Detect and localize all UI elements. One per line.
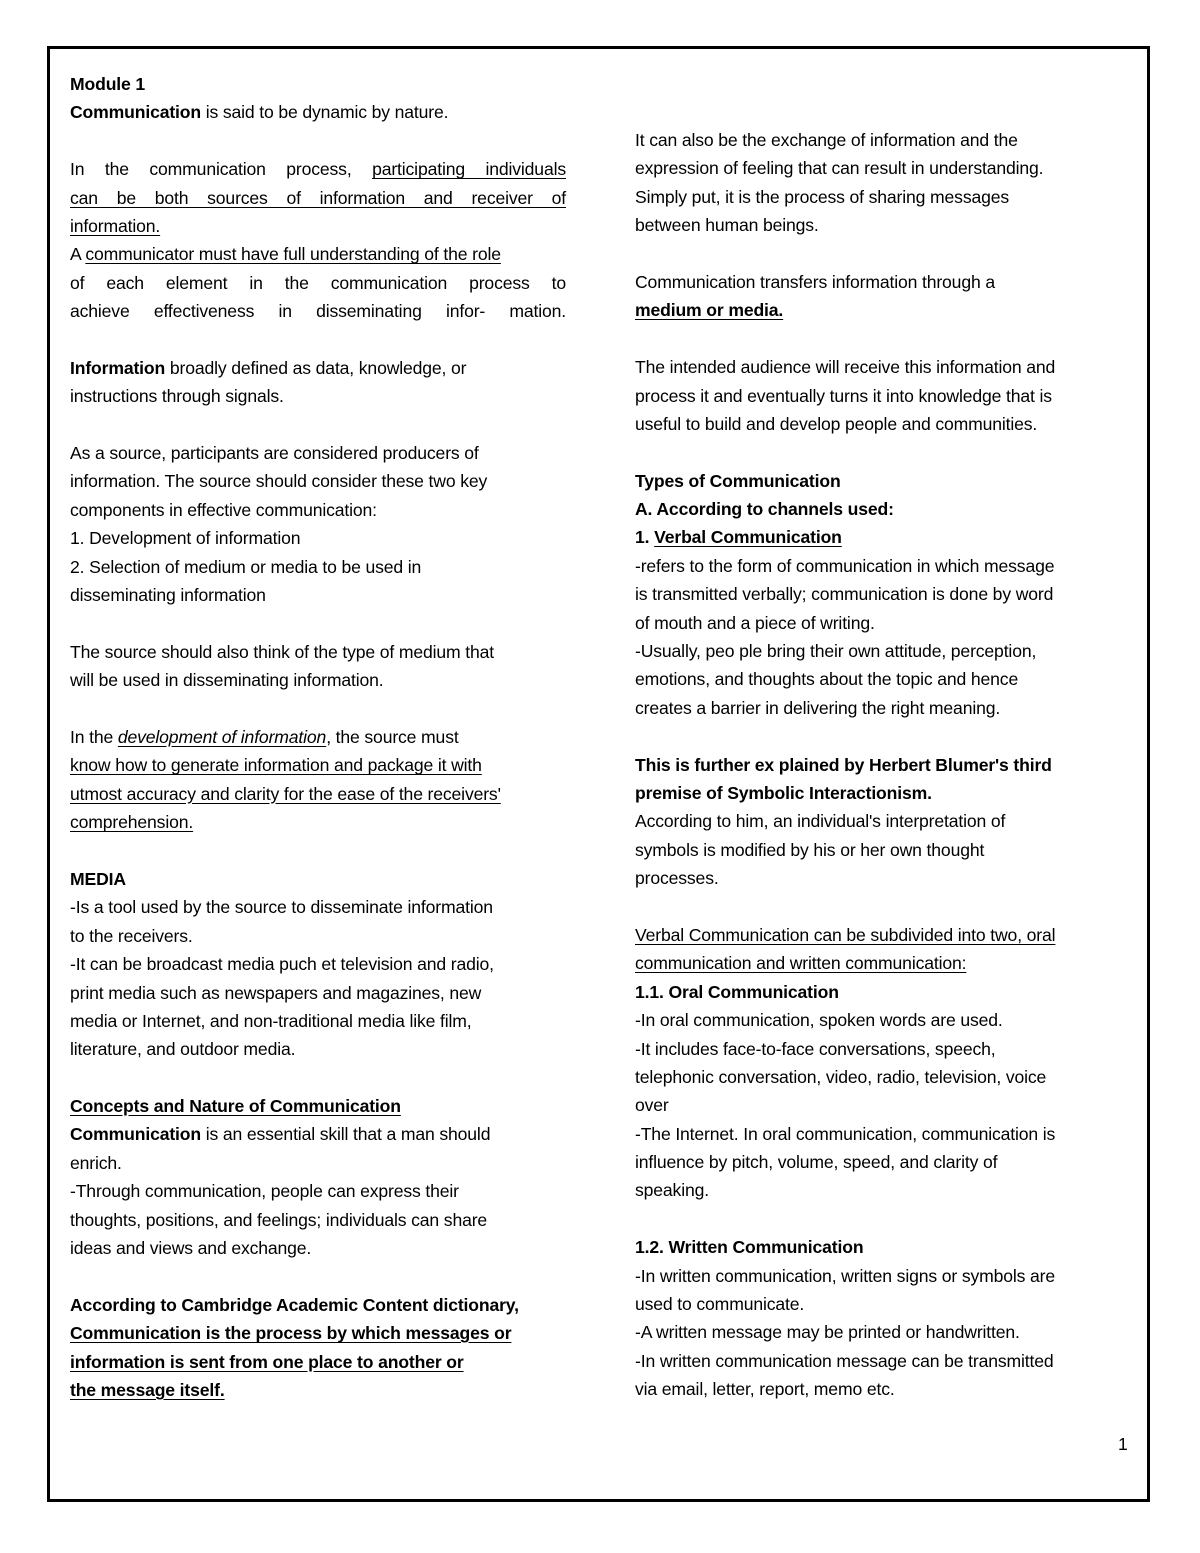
- paragraph-line: Communication transfers information through a: [635, 271, 995, 292]
- paragraph-line: medium or media.: [635, 300, 784, 321]
- paragraph-line: literature, and outdoor media.: [70, 1039, 296, 1060]
- paragraph-line: communication and written communication:: [635, 953, 967, 974]
- paragraph-line: As a source, participants are considered producers of: [70, 443, 479, 464]
- paragraph-line: -Through communication, people can express their: [70, 1181, 459, 1202]
- paragraph-line: thoughts, positions, and feelings; individuals can share: [70, 1209, 488, 1230]
- paragraph-line: Communication is the process by which messages or: [70, 1323, 512, 1344]
- left-column: [70, 70, 566, 1404]
- section-heading: Concepts and Nature of Communication: [70, 1096, 401, 1117]
- section-heading: MEDIA: [70, 868, 126, 889]
- paragraph-line: -In written communication, written signs or symbols are: [635, 1265, 1056, 1286]
- paragraph-line: used to communicate.: [635, 1294, 805, 1315]
- subsection-heading: A. According to channels used:: [635, 499, 894, 520]
- paragraph-line: process it and eventually turns it into knowledge that is: [635, 385, 1052, 406]
- paragraph-line: print media such as newspapers and magazines, new: [70, 982, 482, 1003]
- paragraph-line: processes.: [635, 868, 719, 889]
- paragraph-line: In the communication process, participating individuals: [70, 159, 566, 180]
- paragraph-line: information. The source should consider these two key: [70, 471, 488, 492]
- paragraph-line: telephonic conversation, video, radio, television, voice: [635, 1066, 1047, 1087]
- module-title: Module 1: [70, 74, 146, 94]
- paragraph-line: The source should also think of the type of medium that: [70, 641, 495, 662]
- subsection-heading: 1.2. Written Communication: [635, 1237, 864, 1258]
- paragraph-line: This is further ex plained by Herbert Blumer's third: [635, 754, 1052, 775]
- paragraph-line: will be used in disseminating information.: [70, 670, 384, 691]
- paragraph-line: components in effective communication:: [70, 499, 377, 520]
- paragraph-line: ideas and views and exchange.: [70, 1238, 312, 1259]
- paragraph-line: According to Cambridge Academic Content dictionary,: [70, 1294, 519, 1315]
- paragraph-line: expression of feeling that can result in understanding.: [635, 158, 1044, 179]
- paragraph-line: -refers to the form of communication in which message: [635, 555, 1055, 576]
- list-item: disseminating information: [70, 585, 266, 606]
- subsection-heading: 1. Verbal Communication: [635, 527, 842, 548]
- paragraph-line: useful to build and develop people and communities.: [635, 413, 1038, 434]
- paragraph-line: -It includes face-to-face conversations, speech,: [635, 1038, 996, 1059]
- paragraph-line: Information broadly defined as data, knowledge, or: [70, 357, 467, 378]
- paragraph-line: -In written communication message can be transmitted: [635, 1350, 1054, 1371]
- paragraph-line: of each element in the communication process to: [70, 272, 566, 293]
- paragraph-line: Communication is an essential skill that a man should: [70, 1124, 491, 1145]
- paragraph-line: It can also be the exchange of information and the: [635, 130, 1018, 150]
- right-column: [635, 126, 1127, 1404]
- paragraph-line: to the receivers.: [70, 925, 193, 946]
- paragraph-line: can be both sources of information and receiver of: [70, 187, 566, 208]
- paragraph-line: over: [635, 1095, 669, 1116]
- paragraph-line: creates a barrier in delivering the right meaning.: [635, 697, 1001, 718]
- paragraph-line: -Usually, peo ple bring their own attitude, perception,: [635, 641, 1037, 662]
- paragraph-line: media or Internet, and non-traditional media like film,: [70, 1010, 472, 1031]
- paragraph-line: emotions, and thoughts about the topic and hence: [635, 669, 1019, 690]
- paragraph-line: via email, letter, report, memo etc.: [635, 1379, 895, 1400]
- subsection-heading: 1.1. Oral Communication: [635, 981, 839, 1002]
- paragraph-line: premise of Symbolic Interactionism.: [635, 782, 932, 803]
- paragraph-line: A communicator must have full understanding of the role: [70, 244, 501, 265]
- paragraph-line: of mouth and a piece of writing.: [635, 612, 875, 633]
- paragraph-line: enrich.: [70, 1152, 122, 1173]
- paragraph-line: -A written message may be printed or handwritten.: [635, 1322, 1020, 1343]
- paragraph-line: influence by pitch, volume, speed, and clarity of: [635, 1152, 998, 1173]
- paragraph-line: symbols is modified by his or her own thought: [635, 839, 985, 860]
- paragraph-line: instructions through signals.: [70, 386, 284, 407]
- paragraph-line: between human beings.: [635, 215, 819, 236]
- list-item: 2. Selection of medium or media to be used in: [70, 556, 422, 577]
- paragraph-line: information.: [70, 215, 161, 236]
- paragraph-line: -The Internet. In oral communication, communication is: [635, 1123, 1056, 1144]
- paragraph-line: information is sent from one place to another or: [70, 1351, 464, 1372]
- intro-sentence: Communication is said to be dynamic by nature.: [70, 102, 449, 123]
- paragraph-line: -In oral communication, spoken words are used.: [635, 1010, 1003, 1031]
- paragraph-line: know how to generate information and package it with: [70, 755, 482, 776]
- list-item: 1. Development of information: [70, 528, 301, 549]
- paragraph-line: -Is a tool used by the source to disseminate information: [70, 897, 493, 918]
- paragraph-line: -It can be broadcast media puch et television and radio,: [70, 954, 494, 975]
- paragraph-line: The intended audience will receive this information and: [635, 357, 1056, 378]
- paragraph-line: the message itself.: [70, 1379, 225, 1400]
- section-heading: Types of Communication: [635, 470, 841, 491]
- paragraph-line: comprehension.: [70, 812, 194, 833]
- paragraph-line: Simply put, it is the process of sharing messages: [635, 186, 1010, 207]
- paragraph-line: achieve effectiveness in disseminating infor- mation.: [70, 301, 566, 322]
- page-number: 1: [1118, 1434, 1128, 1454]
- paragraph-line: In the development of information, the source must: [70, 726, 459, 747]
- paragraph-line: speaking.: [635, 1180, 709, 1201]
- paragraph-line: According to him, an individual's interpretation of: [635, 811, 1006, 832]
- paragraph-line: utmost accuracy and clarity for the ease of the receivers': [70, 783, 501, 804]
- paragraph-line: is transmitted verbally; communication is done by word: [635, 584, 1054, 605]
- paragraph-line: Verbal Communication can be subdivided into two, oral: [635, 924, 1056, 945]
